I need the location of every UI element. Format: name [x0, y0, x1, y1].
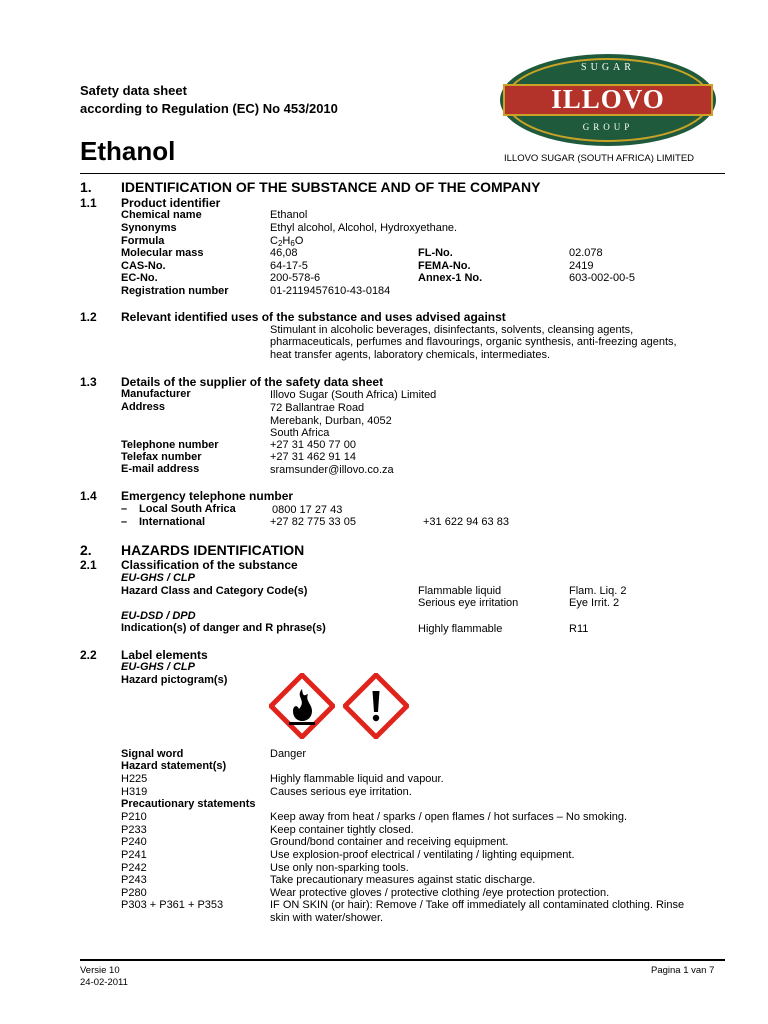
precaution-code: P241: [121, 849, 147, 861]
precautionary-label: Precautionary statements: [121, 798, 256, 810]
indication-value: Highly flammable: [418, 623, 503, 635]
uses-line-2: pharmaceuticals, perfumes and flavourings, organic synthesis, anti-freezing agents,: [270, 336, 677, 348]
precaution-code: P242: [121, 862, 147, 874]
telefax-value: +27 31 462 91 14: [270, 451, 356, 463]
sub-1-1-number: 1.1: [80, 196, 97, 210]
hazard-class-1: Flammable liquid: [418, 585, 502, 597]
synonyms-label: Synonyms: [121, 222, 177, 234]
ghs-label-2: EU-GHS / CLP: [121, 661, 195, 673]
chemical-name-value: Ethanol: [270, 209, 308, 221]
precaution-text-continued: skin with water/shower.: [270, 912, 384, 924]
hazard-code-2: Eye Irrit. 2: [569, 597, 620, 609]
logo-company: ILLOVO SUGAR (SOUTH AFRICA) LIMITED: [504, 153, 695, 164]
registration-value: 01-2119457610-43-0184: [270, 285, 391, 297]
illovo-logo: [496, 52, 728, 164]
precaution-text: Wear protective gloves / protective clothing /eye protection protection.: [270, 887, 610, 899]
hazard-text-h225: Highly flammable liquid and vapour.: [270, 773, 444, 785]
dash-local: –: [121, 503, 128, 515]
doc-type: Safety data sheet: [80, 83, 187, 98]
ec-label: EC-No.: [121, 272, 158, 284]
email-value[interactable]: sramsunder@illovo.co.za: [270, 464, 394, 476]
hazard-text-h319: Causes serious eye irritation.: [270, 786, 412, 798]
annex-value: 603-002-00-5: [569, 272, 636, 284]
dash-intl: –: [121, 516, 128, 528]
synonyms-value: Ethyl alcohol, Alcohol, Hydroxyethane.: [270, 222, 458, 234]
hazard-code-h225: H225: [121, 773, 148, 785]
precaution-code: P280: [121, 887, 147, 899]
address-line-2: Merebank, Durban, 4052: [270, 415, 392, 427]
logo-brand: ILLOVO: [551, 84, 665, 114]
precaution-code: P233: [121, 824, 147, 836]
section-1-number: 1.: [80, 179, 92, 195]
precaution-text: Take precautionary measures against static discharge.: [270, 874, 536, 886]
signal-word-value: Danger: [270, 748, 307, 760]
chemical-name-label: Chemical name: [121, 209, 202, 221]
email-label: E-mail address: [121, 463, 200, 475]
local-label: Local South Africa: [139, 503, 236, 515]
sub-1-1-title: Product identifier: [121, 196, 221, 210]
uses-line-1: Stimulant in alcoholic beverages, disinfectants, solvents, cleansing agents,: [270, 324, 634, 336]
precaution-text: IF ON SKIN (or hair): Remove / Take off immediately all contaminated clothing. Rinse: [270, 899, 685, 911]
dsd-label: EU-DSD / DPD: [121, 610, 196, 622]
international-value-2: +31 622 94 63 83: [423, 516, 509, 528]
exclamation-icon: [343, 673, 409, 739]
fema-label: FEMA-No.: [418, 260, 471, 272]
precaution-code: P240: [121, 836, 147, 848]
telephone-value: +27 31 450 77 00: [270, 439, 356, 451]
hazard-class-label: Hazard Class and Category Code(s): [121, 585, 308, 597]
annex-label: Annex-1 No.: [418, 272, 483, 284]
sub-1-4-number: 1.4: [80, 489, 97, 503]
telefax-label: Telefax number: [121, 451, 202, 463]
pictogram-label: Hazard pictogram(s): [121, 674, 228, 686]
hazard-code-h319: H319: [121, 786, 148, 798]
flame-icon: [269, 673, 335, 739]
precaution-code: P210: [121, 811, 147, 823]
precaution-text: Use explosion-proof electrical / ventilating / lighting equipment.: [270, 849, 575, 861]
sub-2-2-number: 2.2: [80, 648, 97, 662]
precaution-text: Use only non-sparking tools.: [270, 862, 409, 874]
section-1-title: IDENTIFICATION OF THE SUBSTANCE AND OF THE COMPANY: [121, 179, 541, 195]
local-value: 0800 17 27 43: [272, 504, 343, 516]
international-label: International: [139, 516, 206, 528]
precaution-text: Ground/bond container and receiving equipment.: [270, 836, 509, 848]
fl-label: FL-No.: [418, 247, 453, 259]
sub-1-2-number: 1.2: [80, 310, 97, 324]
precaution-text: Keep container tightly closed.: [270, 824, 414, 836]
hazard-statements-label: Hazard statement(s): [121, 760, 227, 772]
precaution-text: Keep away from heat / sparks / open flames / hot surfaces – No smoking.: [270, 811, 628, 823]
hazard-code-1: Flam. Liq. 2: [569, 585, 627, 597]
fema-value: 2419: [569, 260, 594, 272]
footer-version: Versie 10: [80, 965, 120, 976]
ec-value: 200-578-6: [270, 272, 321, 284]
cas-label: CAS-No.: [121, 260, 166, 272]
hazard-class-2: Serious eye irritation: [418, 597, 519, 609]
sub-1-2-title: Relevant identified uses of the substance and uses advised against: [121, 310, 506, 324]
indication-label: Indication(s) of danger and R phrase(s): [121, 622, 326, 634]
section-2-number: 2.: [80, 542, 92, 558]
formula-value: $C_2H_6O$: [270, 235, 304, 248]
signal-word-label: Signal word: [121, 748, 184, 760]
telephone-label: Telephone number: [121, 439, 219, 451]
sub-1-3-number: 1.3: [80, 375, 97, 389]
address-line-3: South Africa: [270, 427, 330, 439]
regulation: according to Regulation (EC) No 453/2010: [80, 101, 338, 116]
sub-2-1-title: Classification of the substance: [121, 558, 298, 572]
address-label: Address: [121, 401, 166, 413]
precaution-code: P243: [121, 874, 147, 886]
ghs-label-1: EU-GHS / CLP: [121, 572, 195, 584]
header-rule: [80, 173, 725, 174]
cas-value: 64-17-5: [270, 260, 308, 272]
precaution-code: P303 + P361 + P353: [121, 899, 224, 911]
molecular-mass-value: 46,08: [270, 247, 298, 259]
logo-top-text: SUGAR: [581, 62, 635, 73]
molecular-mass-label: Molecular mass: [121, 247, 204, 259]
manufacturer-value: Illovo Sugar (South Africa) Limited: [270, 389, 437, 401]
indication-code: R11: [569, 623, 589, 635]
address-line-1: 72 Ballantrae Road: [270, 402, 365, 414]
sub-2-1-number: 2.1: [80, 558, 97, 572]
uses-line-3: heat transfer agents, laboratory chemicals, intermediates.: [270, 349, 551, 361]
registration-label: Registration number: [121, 285, 229, 297]
footer-page: Pagina 1 van 7: [651, 965, 715, 976]
section-2-title: HAZARDS IDENTIFICATION: [121, 542, 305, 558]
sub-2-2-title: Label elements: [121, 648, 208, 662]
international-value-1: +27 82 775 33 05: [270, 516, 356, 528]
page-title: Ethanol: [80, 136, 176, 166]
footer-date: 24-02-2011: [80, 977, 128, 988]
logo-bottom-text: GROUP: [582, 122, 634, 132]
footer-rule: [80, 959, 725, 961]
fl-value: 02.078: [569, 247, 603, 259]
formula-label: Formula: [121, 235, 165, 247]
sub-1-3-title: Details of the supplier of the safety data sheet: [121, 375, 384, 389]
manufacturer-label: Manufacturer: [121, 388, 191, 400]
sub-1-4-title: Emergency telephone number: [121, 489, 294, 503]
